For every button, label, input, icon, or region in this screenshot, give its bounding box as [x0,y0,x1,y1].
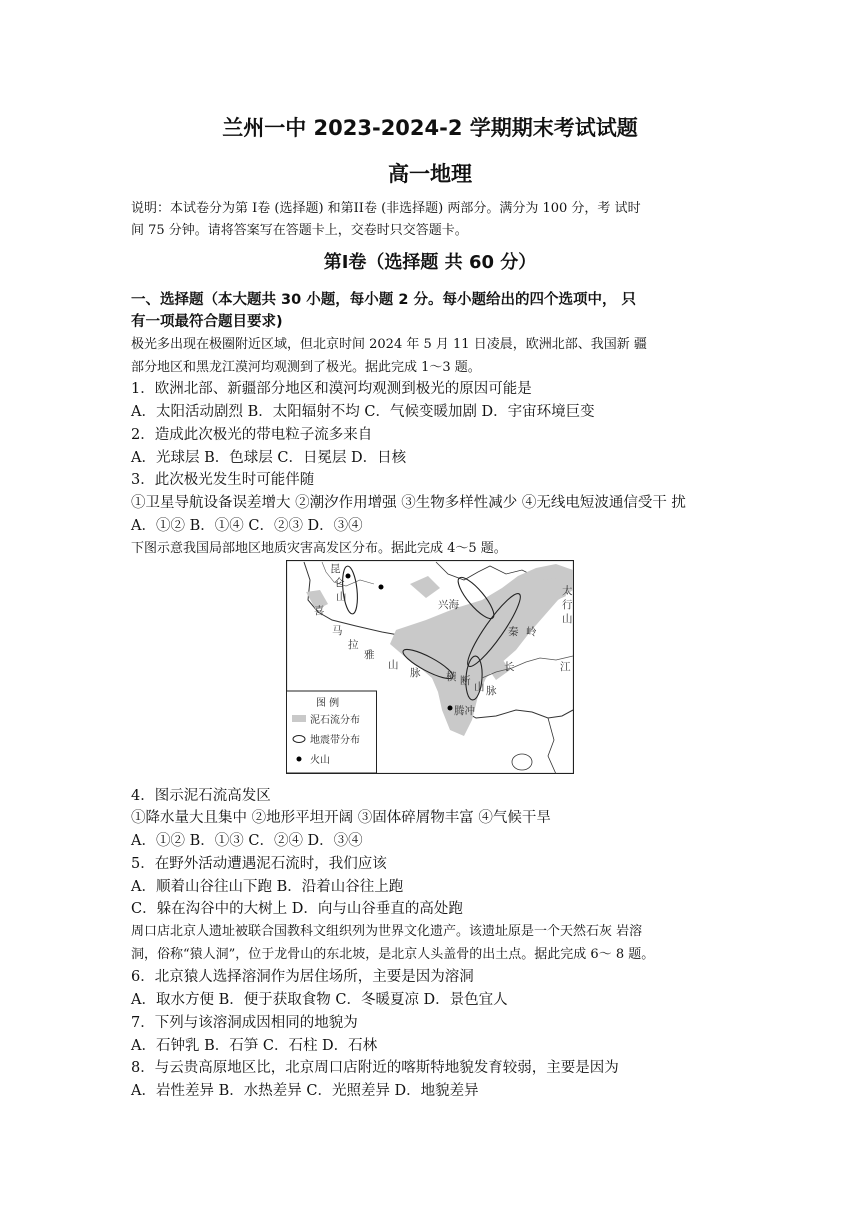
map-label: 雅 [364,649,375,661]
map-legend [287,691,377,773]
passage-2: 下图示意我国局部地区地质灾害高发区分布。据此完成 4～5 题。 [131,541,507,556]
question-3-choices: ①卫星导航设备误差增大 ②潮汐作用增强 ③生物多样性减少 ④无线电短波通信受干 扰 [131,495,686,511]
passage-3-line-2: 洞，俗称“猿人洞”，位于龙骨山的东北坡，是北京人头盖骨的出土点。据此完成 6～ 8 题。 [131,947,655,962]
question-2-options: A．光球层 B．色球层 C．日冕层 D．日核 [131,450,407,466]
question-2-stem: 2．造成此次极光的带电粒子流多来自 [131,427,373,443]
map-label: 山 [562,613,573,625]
legend-title: 图 例 [316,698,340,709]
question-6-options: A．取水方便 B．便于获取食物 C．冬暖夏凉 D．景色宜人 [131,992,508,1008]
map-label: 拉 [348,639,359,651]
map-label: 秦 [508,626,519,638]
map-label: 脉 [410,667,421,679]
instructions-line-2: 间 75 分钟。请将答案写在答题卡上，交卷时只交答题卡。 [131,223,468,238]
question-1-stem: 1．欧洲北部、新疆部分地区和漠河均观测到极光的原因可能是 [131,381,532,397]
map-label: 山 [474,681,485,693]
passage-3-line-1: 周口店北京人遗址被联合国教科文组织列为世界文化遗产。该遗址原是一个天然石灰 岩溶 [131,924,643,939]
map-label: 山 [336,591,347,603]
map-label: 仑 [334,577,345,589]
instructions-line-1: 说明：本试卷分为第 I卷 (选择题) 和第II卷 (非选择题) 两部分。满分为 100 分，考 试时 [131,201,641,216]
map-label: 脉 [486,685,497,697]
legend-debris: 泥石流分布 [310,715,360,726]
map-label: 行 [562,599,573,611]
subject-title: 高一地理 [388,162,472,186]
question-7-stem: 7．下列与该溶洞成因相同的地貌为 [131,1015,358,1031]
exam-title: 兰州一中 2023-2024-2 学期期末考试试题 [222,116,638,140]
legend-quake: 地震带分布 [310,735,360,746]
volcano-dot [448,706,453,711]
question-8-options: A．岩性差异 B．水热差异 C．光照差异 D．地貌差异 [131,1083,479,1099]
question-5-options-1: A．顺着山谷往山下跑 B．沿着山谷往上跑 [131,879,404,895]
question-8-stem: 8．与云贵高原地区比，北京周口店附近的喀斯特地貌发育较弱，主要是因为 [131,1060,619,1076]
passage-1-line-2: 部分地区和黑龙江漠河均观测到了极光。据此完成 1～3 题。 [131,360,481,375]
map-label: 断 [460,675,471,687]
map-label: 昆 [330,563,341,575]
question-5-options-2: C．躲在沟谷中的大树上 D．向与山谷垂直的高处跑 [131,901,463,917]
question-3-stem: 3．此次极光发生时可能伴随 [131,472,315,488]
question-6-stem: 6．北京猿人选择溶洞作为居住场所，主要是因为溶洞 [131,969,474,985]
passage-1-line-1: 极光多出现在极圈附近区域，但北京时间 2024 年 5 月 11 日凌晨，欧洲北部、我国新 疆 [131,337,647,352]
map-label: 长 [504,661,515,673]
map-label: 太 [562,585,573,597]
map-label: 江 [560,661,571,673]
question-3-options: A．①② B．①④ C．②③ D．③④ [131,518,363,534]
question-4-options: A．①② B．①③ C．②④ D．③④ [131,833,363,849]
map-label: 腾冲 [454,705,475,717]
question-1-options: A．太阳活动剧烈 B．太阳辐射不均 C．气候变暖加剧 D．宇宙环境巨变 [131,404,595,420]
island [512,754,532,770]
map-label: 横 [446,671,457,683]
question-4-choices: ①降水量大且集中 ②地形平坦开阔 ③固体碎屑物丰富 ④气候干旱 [131,810,551,826]
map-label: 岭 [526,626,537,638]
map-label: 喜 [314,605,325,617]
map-label: 山 [388,659,399,671]
volcano-dot [379,585,384,590]
map-label: 兴海 [438,599,459,611]
legend-volcano: 火山 [310,755,330,766]
section-instruction-1: 一、选择题（本大题共 30 小题，每小题 2 分。每小题给出的四个选项中， 只 [131,292,637,308]
section-title: 第Ⅰ卷（选择题 共 60 分） [323,252,537,273]
question-7-options: A．石钟乳 B．石笋 C．石柱 D．石林 [131,1038,378,1054]
section-instruction-2: 有一项最符合题目要求) [131,314,283,330]
question-5-stem: 5．在野外活动遭遇泥石流时，我们应该 [131,856,387,872]
geohazard-map [286,560,574,774]
question-4-stem: 4．图示泥石流高发区 [131,788,271,804]
map-label: 马 [332,625,343,637]
volcano-dot [346,574,351,579]
